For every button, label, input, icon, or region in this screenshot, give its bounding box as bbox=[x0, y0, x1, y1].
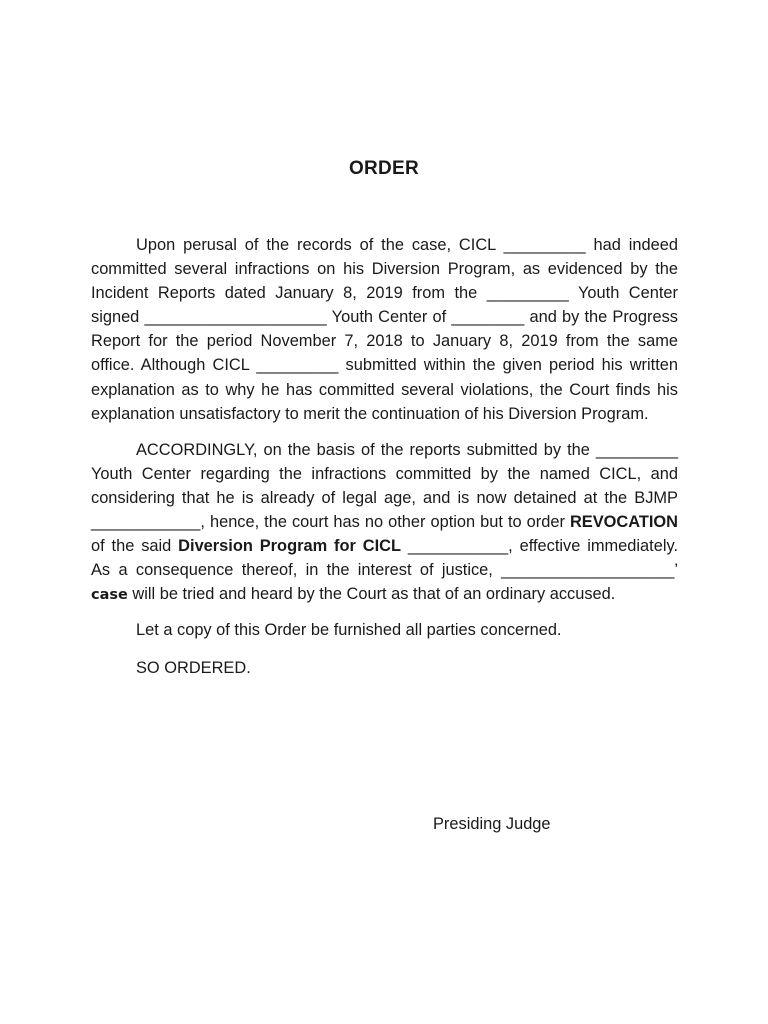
revocation-term: REVOCATION bbox=[569, 513, 678, 532]
order-title: ORDER bbox=[348, 158, 420, 179]
accordingly-text-b: of the said bbox=[91, 537, 179, 556]
accordingly-text-c: ___________, effective immediately. As a consequence thereof, in the interest of justice, ___________________’ bbox=[91, 537, 678, 580]
accordingly-text-a: ACCORDINGLY, on the basis of the reports submitted by the _________ Youth Center regarding the infractions committed by the named CICL, and considering that he is already of legal age, and is now detained at the BJMP ____________, hence, the court has no other option but to order bbox=[91, 440, 678, 532]
paragraph-copy-furnished: Let a copy of this Order be furnished all parties concerned. bbox=[136, 621, 562, 640]
case-term: case bbox=[91, 587, 128, 604]
diversion-program-term: Diversion Program for CICL bbox=[178, 537, 401, 556]
so-ordered: SO ORDERED. bbox=[136, 658, 251, 677]
paragraph-perusal: Upon perusal of the records of the case, CICL _________ had indeed committed several infractions on his Diversion Program, as evidenced by the Incident Reports dated January 8, 2019 from the _________ Youth Center signed ____________________ Youth Center of ________ and by the Progress Report for the period November 7, 2018 to January 8, 2019 from the same office. Although CICL _________ submitted within the given period his written explanation as to why he has committed several violations, the Court finds his explanation unsatisfactory to merit the continuation of his Diversion Program. bbox=[91, 236, 678, 423]
document-body bbox=[91, 233, 678, 680]
paragraph-accordingly bbox=[91, 438, 678, 608]
signature-presiding-judge: Presiding Judge bbox=[433, 815, 551, 833]
accordingly-text-d: will be tried and heard by the Court as that of an ordinary accused. bbox=[127, 585, 616, 604]
